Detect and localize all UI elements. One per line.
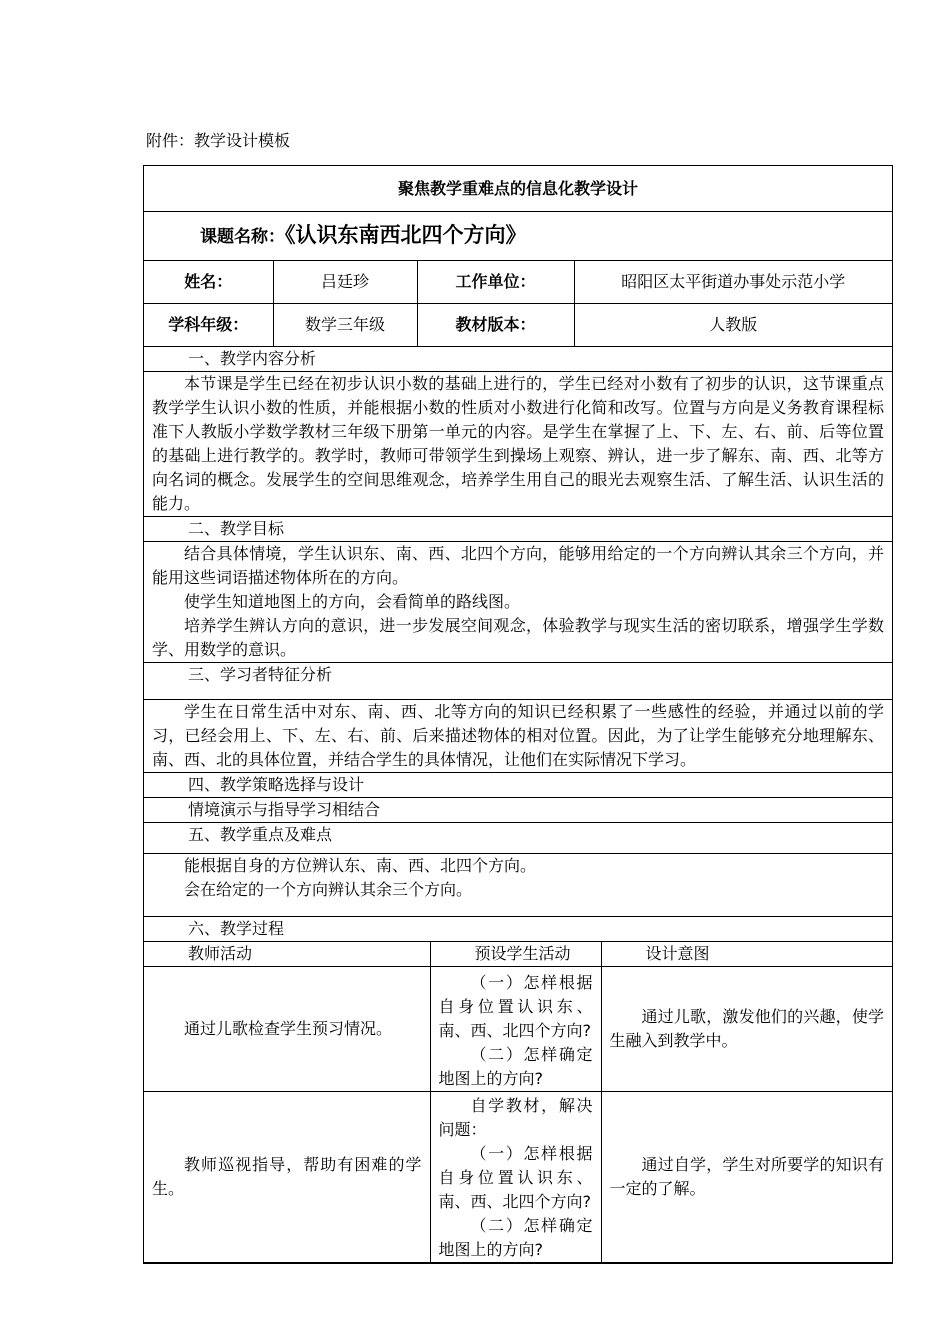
design-intent: 通过儿歌，激发他们的兴趣，使学生融入到教学中。 — [601, 967, 892, 1092]
course-label: 课题名称： — [200, 227, 285, 247]
content-analysis-text: 本节课是学生已经在初步认识小数的基础上进行的，学生已经对小数有了初步的认识，这节课重点教学学生认识小数的性质，并能根据小数的性质对小数进行化简和改写。位置与方向是义务教育课程标准下人教版小学数学教材三年级下册第一单元的内容。是学生在掌握了上、下、左、右、前、后等位置的基础上进行教学的。教学时，教师可带领学生到操场上观察、辨认，进一步了解东、南、西、北等方向名词的概念。发展学生的空间思维观念，培养学生用自己的眼光去观察生活、了解生活、认识生活的能力。 — [144, 372, 892, 517]
learner-analysis-text: 学生在日常生活中对东、南、西、北等方向的知识已经积累了一些感性的经验，并通过以前的学习，已经会用上、下、左、右、前、后来描述物体的相对位置。因此，为了让学生能够充分地理解东、南、西、北的具体位置，并结合学生的具体情况，让他们在实际情况下学习。 — [144, 700, 892, 773]
objective-item: 使学生知道地图上的方向，会看简单的路线图。 — [184, 592, 521, 611]
objectives-text — [144, 542, 892, 663]
section-heading: 五、教学重点及难点 — [144, 823, 892, 854]
attachment-label: 附件：教学设计模板 — [146, 131, 291, 150]
teacher-name: 吕廷珍 — [273, 261, 417, 304]
unit-label: 工作单位： — [417, 261, 574, 304]
student-activity-item: 自学教材，解决问题： — [438, 1096, 593, 1139]
student-activity-item: （二）怎样确定地图上的方向? — [438, 1216, 593, 1259]
student-activity — [430, 967, 601, 1092]
textbook-edition: 人教版 — [574, 304, 892, 347]
document-title: 聚焦教学重难点的信息化教学设计 — [144, 166, 892, 212]
key-point-item: 会在给定的一个方向辨认其余三个方向。 — [184, 880, 473, 899]
key-point-item: 能根据自身的方位辨认东、南、西、北四个方向。 — [184, 856, 537, 875]
section-heading: 二、教学目标 — [144, 517, 892, 542]
key-points-text — [144, 854, 892, 917]
column-header: 设计意图 — [601, 942, 892, 967]
column-header: 预设学生活动 — [430, 942, 601, 967]
lesson-design-table — [143, 165, 893, 1264]
design-intent: 通过自学，学生对所要学的知识有一定的了解。 — [601, 1092, 892, 1263]
work-unit: 昭阳区太平街道办事处示范小学 — [574, 261, 892, 304]
objective-item: 培养学生辨认方向的意识，进一步发展空间观念，体验教学与现实生活的密切联系，增强学生学数学、用数学的意识。 — [152, 616, 885, 659]
student-activity-item: （二）怎样确定地图上的方向? — [438, 1045, 593, 1088]
subject-label: 学科年级： — [144, 304, 273, 347]
course-row — [144, 212, 892, 261]
student-activity-item: （一）怎样根据自身位置认识东、南、西、北四个方向? — [438, 973, 593, 1040]
subject-grade: 数学三年级 — [273, 304, 417, 347]
edition-label: 教材版本： — [417, 304, 574, 347]
teacher-activity: 通过儿歌检查学生预习情况。 — [144, 967, 430, 1092]
section-heading: 四、教学策略选择与设计 — [144, 773, 892, 798]
name-label: 姓名： — [144, 261, 273, 304]
objective-item: 结合具体情境，学生认识东、南、西、北四个方向，能够用给定的一个方向辨认其余三个方向，并能用这些词语描述物体所在的方向。 — [152, 544, 885, 587]
section-heading: 六、教学过程 — [144, 917, 892, 942]
course-name: 《认识东南西北四个方向》 — [285, 223, 527, 247]
column-header: 教师活动 — [144, 942, 430, 967]
teacher-activity: 教师巡视指导，帮助有困难的学生。 — [144, 1092, 430, 1263]
strategy-text: 情境演示与指导学习相结合 — [144, 798, 892, 823]
section-heading: 一、教学内容分析 — [144, 347, 892, 372]
student-activity — [430, 1092, 601, 1263]
section-heading: 三、学习者特征分析 — [144, 663, 892, 700]
student-activity-item: （一）怎样根据自身位置认识东、南、西、北四个方向? — [438, 1144, 593, 1211]
